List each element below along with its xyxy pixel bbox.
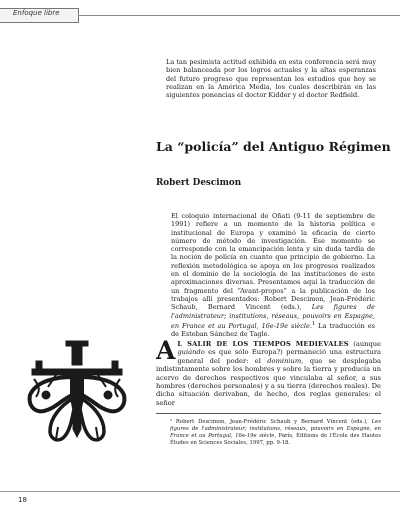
footnote-rule — [156, 413, 381, 414]
page-number: 18 — [18, 496, 27, 504]
footnote-marker: 1 — [311, 320, 316, 327]
intro-paragraph — [166, 58, 376, 99]
abstract-text: El coloquio internacional de Oñati (9-11 de septiembre de 1991) refiere a un momento de la historia política e institucional de Europa y examinó la eficacia de cierto número de método de investigación. Ese momento se corresponde con la emancipación lenta y sin duda tardía de la noción de policía en cuanto que principio de gobierno. La reflexión metodológica se apoya en los progresos realizados en el dominio de la sociología de las instituciones de este aproximaciones diversas. Presentamos aquí la traducción de un fragmento del “Avant-propos” a la publicación de los trabajos allí presentados: Robert Descimon, Jean-Frédéric Schaub, Bernard Vincent (eds.), — [171, 212, 375, 312]
footer-rule — [0, 491, 400, 492]
footnote-book-title: Les figures de l'administrateur; institutions, réseaux, pouvoirs en Espagne, en France et au Portugal, 16e-19e siècle — [170, 419, 381, 439]
footnote: ¹ Robert Descimon, Jean-Frédéric Schaub y Bernard Vincent (eds.), Les figures de l'administrateur; institutions, réseaux, pouvoirs en Espagne, en France et au Portugal, 16e-19e siècle, París, Éditions de l'École des Hautes Études en Sciences Sociales, 1997, pp. 9-18. — [170, 419, 381, 446]
abstract-book-title: Les figures de l'administrateur; institutions, réseaux, pouvoirs en Espagne, en France et au Portugal, 16e-19e siècle. — [171, 303, 375, 331]
abstract — [171, 212, 375, 339]
dominium-term: dominium — [267, 356, 302, 365]
header-rule — [78, 15, 400, 16]
butterfly-ornament — [26, 339, 128, 447]
main-text: A L SALIR DE LOS TIEMPOS MEDIEVALES (aunque guiándo es que sólo Europa?) permaneció una estructura general del poder: el dominium, que se desplegaba indistintamente sobre los hombres y sobre la tierra y producía un acervo de derechos respectivos que vinculaba al señor, a sus hombres (derechos personales) y a su tierra (derechos reales). De dicha situación derivaban, de hecho, dos reglas generales: el señor — [156, 336, 381, 407]
running-head-label: Enfoque libre — [13, 9, 60, 17]
drop-cap: A — [156, 336, 176, 365]
article-title: La “policía” del Antiguo Régimen — [156, 139, 391, 154]
author-name: Robert Descimon — [156, 178, 242, 188]
abstract-translation-note: La traducción es de Esteban Sánchez de Tagle. — [171, 322, 375, 339]
opening-small-caps: L SALIR DE LOS TIEMPOS MEDIEVALES — [177, 340, 349, 348]
running-header — [0, 0, 400, 26]
intro-text: La tan pesimista actitud exhibida en esta conferencia será muy bien balanceada por los logros actuales y la altas esperanzas del futuro progreso que representan los estudios que hoy se realizan en la América Media, los cuales describirán en las siguientes ponencias el doctor Kidder y el doctor Redfield. — [166, 58, 376, 100]
